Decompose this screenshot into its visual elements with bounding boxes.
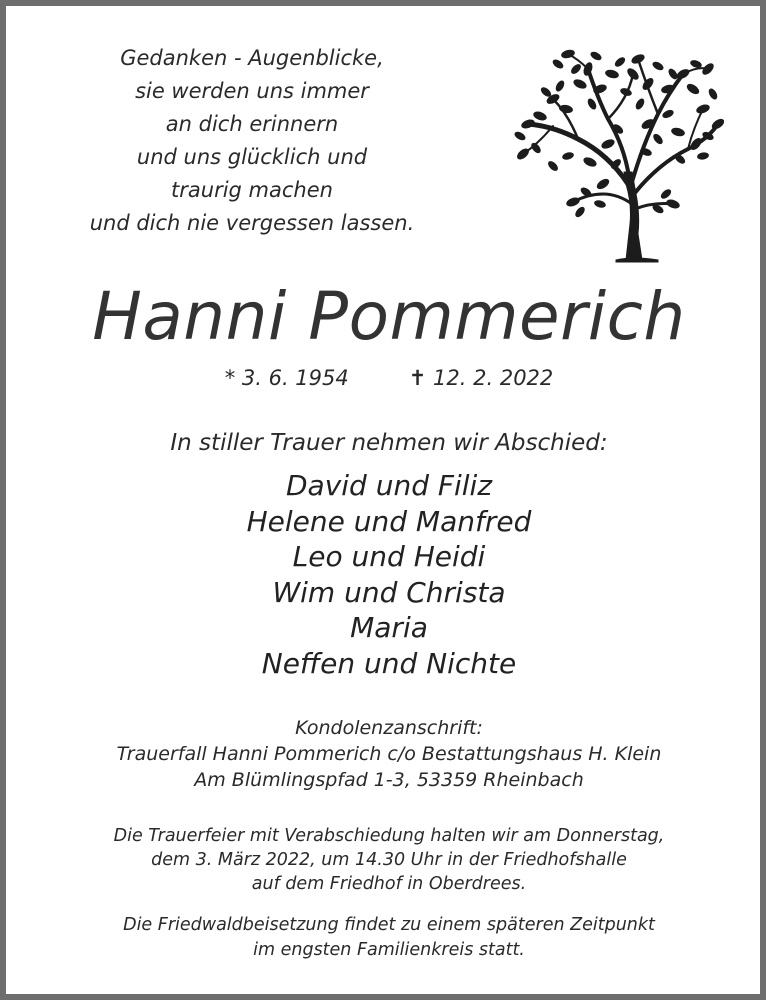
family-member: Neffen und Nichte xyxy=(261,646,517,680)
family-list xyxy=(6,468,766,681)
death-date: 12. 2. 2022 xyxy=(433,366,554,390)
birth-date: * 3. 6. 1954 xyxy=(224,366,349,390)
family-member: Leo und Heidi xyxy=(292,540,486,573)
burial-line: im engsten Familienkreis statt. xyxy=(253,940,525,960)
ceremony-line: Die Trauerfeier mit Verabschiedung halten wir am Donnerstag, xyxy=(113,826,665,846)
family-member: Helene und Manfred xyxy=(246,504,532,538)
condolence-address xyxy=(6,715,766,793)
family-member: David und Filiz xyxy=(285,469,493,502)
poem-line: Gedanken - Augenblicke, xyxy=(120,46,384,70)
burial-info xyxy=(6,913,766,963)
family-member: Maria xyxy=(350,611,428,644)
poem-line: und uns glücklich und xyxy=(136,145,368,169)
ceremony-line: dem 3. März 2022, um 14.30 Uhr in der Friedhofshalle xyxy=(151,850,627,870)
poem-line: traurig machen xyxy=(171,178,333,202)
ceremony-line: auf dem Friedhof in Oberdrees. xyxy=(251,874,527,894)
burial-line: Die Friedwaldbeisetzung findet zu einem späteren Zeitpunkt xyxy=(123,915,655,935)
condolence-line: Trauerfall Hanni Pommerich c/o Bestattungshaus H. Klein xyxy=(116,743,662,765)
tree-icon xyxy=(508,44,724,266)
poem-line: und dich nie vergessen lassen. xyxy=(89,211,415,235)
ceremony-info xyxy=(6,824,766,896)
condolence-heading: Kondolenzanschrift: xyxy=(295,717,483,739)
life-dates xyxy=(6,363,766,393)
deceased-name: Hanni Pommerich xyxy=(92,278,686,355)
family-member: Wim und Christa xyxy=(272,575,506,609)
condolence-line: Am Blümlingspfad 1-3, 53359 Rheinbach xyxy=(194,769,584,791)
poem-line: sie werden uns immer xyxy=(135,79,369,103)
mourning-heading: In stiller Trauer nehmen wir Abschied: xyxy=(170,430,608,456)
poem-line: an dich erinnern xyxy=(165,112,339,136)
cross-icon: ✝ xyxy=(408,366,427,390)
poem xyxy=(46,42,458,240)
